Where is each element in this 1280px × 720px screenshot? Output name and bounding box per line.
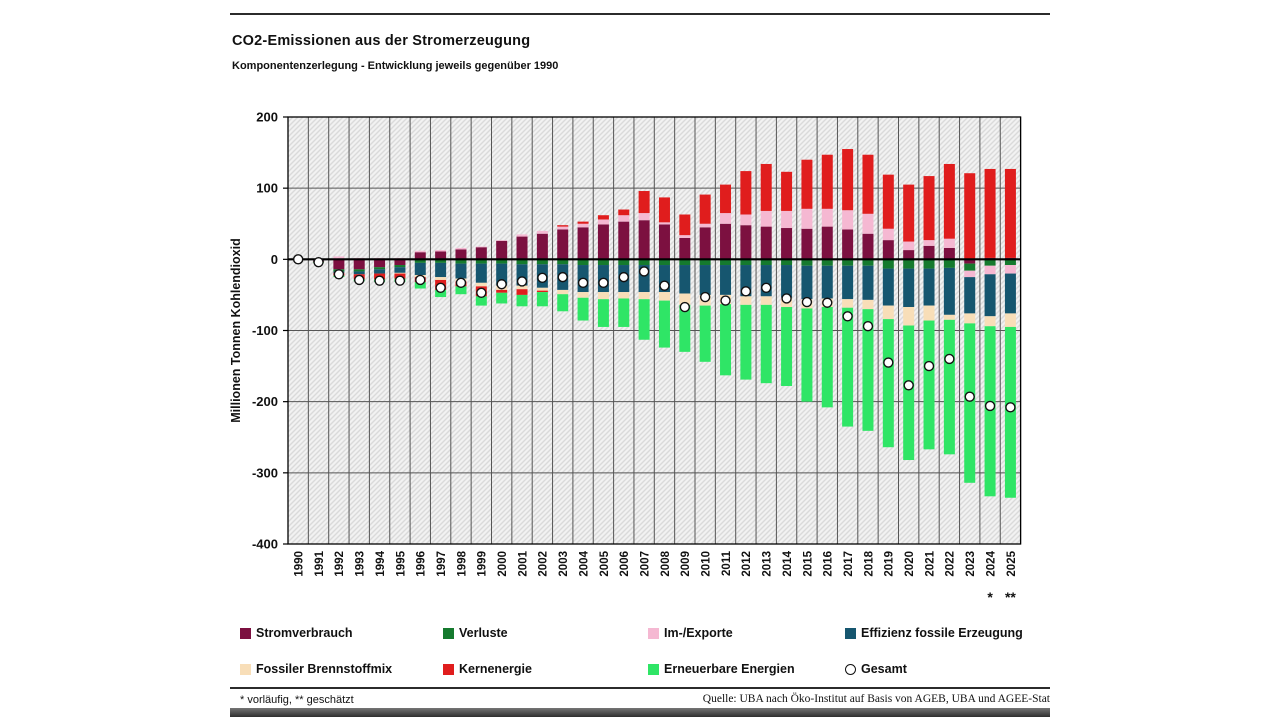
bar-segment	[720, 265, 731, 295]
bar-segment	[801, 308, 812, 401]
bar-segment	[761, 164, 772, 211]
gesamt-marker	[456, 278, 465, 287]
bar-segment	[578, 224, 589, 228]
bar-segment	[557, 290, 568, 294]
x-tick-label: 2018	[863, 551, 876, 577]
bar-segment	[842, 149, 853, 210]
bar-segment	[476, 283, 487, 287]
gesamt-marker	[965, 392, 974, 401]
bar-segment	[618, 215, 629, 221]
bar-segment	[435, 252, 446, 260]
gesamt-marker	[395, 276, 404, 285]
bar-segment	[862, 155, 873, 214]
x-tick-label: 2004	[578, 551, 591, 577]
bar-segment	[862, 214, 873, 234]
bar-segment	[761, 296, 772, 305]
gesamt-marker	[1006, 403, 1015, 412]
bar-segment	[537, 292, 548, 306]
bar-segment	[354, 271, 365, 274]
bar-segment	[822, 209, 833, 227]
gesamt-marker	[904, 381, 913, 390]
x-tick-label: 1999	[476, 551, 489, 577]
bar-segment	[740, 296, 751, 305]
bar-segment	[374, 269, 385, 273]
bar-segment	[985, 316, 996, 326]
x-tick-label: 2022	[944, 551, 957, 577]
gesamt-marker	[294, 255, 303, 264]
bar-segment	[883, 259, 894, 268]
gesamt-marker	[802, 298, 811, 307]
x-tick-label: 2014	[781, 551, 794, 577]
x-tick-label: 1994	[374, 551, 387, 577]
bar-segment	[801, 229, 812, 260]
y-tick-label: -300	[251, 465, 278, 481]
x-tick-label: 2025	[1005, 551, 1018, 577]
gesamt-marker	[863, 322, 872, 331]
bar-segment	[801, 209, 812, 229]
gesamt-marker	[334, 270, 343, 279]
bar-segment	[720, 224, 731, 260]
bar-segment	[700, 265, 711, 295]
bar-segment	[924, 321, 935, 450]
x-tick-label: 2002	[537, 551, 550, 577]
bar-segment	[659, 222, 670, 224]
x-tick-label: 2010	[700, 551, 713, 577]
bar-segment	[659, 301, 670, 348]
bar-segment	[740, 225, 751, 259]
bar-segment	[700, 224, 711, 228]
bar-segment	[455, 249, 466, 259]
bar-segment	[435, 250, 446, 251]
bar-segment	[944, 315, 955, 320]
bar-segment	[679, 238, 690, 259]
gesamt-marker	[741, 287, 750, 296]
bar-segment	[781, 307, 792, 386]
bar-segment	[435, 277, 446, 280]
bar-segment	[679, 265, 690, 293]
bar-segment	[944, 259, 955, 268]
bar-segment	[842, 210, 853, 229]
gesamt-marker	[497, 280, 506, 289]
bar-segment	[476, 247, 487, 259]
gesamt-marker	[680, 303, 689, 312]
y-tick-label: 100	[256, 180, 278, 196]
bar-segment	[415, 251, 426, 252]
x-tick-label: 2017	[842, 551, 855, 577]
x-tick-label: 1997	[435, 551, 448, 577]
y-axis-title: Millionen Tonnen Kohlendioxid	[229, 238, 243, 423]
bar-segment	[517, 295, 528, 306]
x-tick-label: 1991	[313, 551, 326, 577]
bar-segment	[659, 292, 670, 301]
gesamt-marker	[538, 273, 547, 282]
bar-segment	[822, 307, 833, 407]
bar-segment	[903, 185, 914, 242]
legend-label: Kernenergie	[459, 662, 532, 676]
gesamt-marker	[945, 354, 954, 363]
bar-segment	[517, 289, 528, 295]
bar-segment	[639, 220, 650, 259]
legend-label: Im-/Exporte	[664, 626, 733, 640]
bar-segment	[578, 222, 589, 224]
x-tick-label: 2007	[639, 551, 652, 577]
x-tick-label: 2019	[883, 551, 896, 577]
bar-segment	[394, 267, 405, 273]
gesamt-marker	[762, 283, 771, 292]
bar-segment	[537, 231, 548, 234]
y-tick-label: -100	[251, 323, 278, 338]
gesamt-marker	[701, 293, 710, 302]
bar-segment	[944, 239, 955, 248]
bar-segment	[496, 293, 507, 304]
bar-segment	[557, 227, 568, 230]
x-tick-label: 2012	[741, 551, 754, 577]
bar-segment	[842, 299, 853, 308]
bar-segment	[476, 247, 487, 248]
bar-segment	[598, 215, 609, 219]
gesamt-marker	[477, 288, 486, 297]
bar-segment	[822, 155, 833, 209]
x-tick-label: 1998	[456, 551, 469, 577]
source-attribution: Quelle: UBA nach Öko-Institut auf Basis von AGEB, UBA und AGEE-Stat	[702, 693, 1050, 705]
bar-segment	[964, 173, 975, 259]
gesamt-marker	[843, 312, 852, 321]
x-tick-label: 2024	[985, 551, 998, 577]
bar-segment	[964, 323, 975, 482]
bar-segment	[496, 241, 507, 260]
x-tick-label: 2001	[517, 551, 530, 577]
bar-segment	[1005, 313, 1016, 327]
bar-segment	[781, 228, 792, 259]
legend-label: Gesamt	[861, 662, 907, 676]
bar-segment	[476, 264, 487, 283]
bar-segment	[842, 229, 853, 259]
bar-segment	[598, 299, 609, 327]
legend-label: Effizienz fossile Erzeugung	[861, 626, 1023, 640]
bar-segment	[761, 227, 772, 260]
bar-segment	[985, 326, 996, 496]
bar-segment	[557, 229, 568, 259]
bar-segment	[598, 219, 609, 224]
bar-segment	[354, 269, 365, 271]
bar-segment	[618, 222, 629, 260]
bar-segment	[578, 292, 589, 298]
bar-segment	[1005, 169, 1016, 258]
x-tick-label: 1995	[395, 551, 408, 577]
bar-segment	[761, 211, 772, 227]
gesamt-marker	[599, 278, 608, 287]
bar-segment	[883, 175, 894, 229]
bar-segment	[435, 263, 446, 277]
bar-segment	[842, 308, 853, 427]
gesamt-marker	[579, 278, 588, 287]
bar-segment	[781, 211, 792, 228]
bar-segment	[964, 313, 975, 323]
gesamt-marker	[782, 294, 791, 303]
bar-segment	[944, 248, 955, 259]
bar-segment	[903, 250, 914, 259]
bar-segment	[964, 277, 975, 313]
y-tick-label: 0	[270, 251, 278, 267]
x-tick-label: 2016	[822, 551, 835, 577]
bar-segment	[639, 299, 650, 340]
legend-label: Stromverbrauch	[256, 626, 353, 640]
bar-segment	[883, 229, 894, 240]
bar-segment	[924, 176, 935, 240]
x-tick-label: 2021	[924, 551, 937, 577]
y-tick-label: 200	[256, 109, 278, 125]
x-tick-label: 2005	[598, 551, 611, 577]
x-tick-label: 1990	[293, 551, 306, 577]
bar-segment	[517, 237, 528, 260]
x-tick-label: 2006	[619, 551, 632, 577]
bar-segment	[679, 235, 690, 238]
bar-segment	[822, 266, 833, 299]
gesamt-marker	[925, 362, 934, 371]
bar-segment	[883, 240, 894, 259]
bar-segment	[700, 306, 711, 362]
bar-segment	[598, 292, 609, 299]
gesamt-marker	[314, 258, 323, 267]
bar-segment	[862, 234, 873, 260]
bar-segment	[537, 234, 548, 260]
gesamt-marker	[416, 275, 425, 284]
bar-segment	[496, 290, 507, 293]
bar-segment	[720, 304, 731, 375]
x-tick-label: 2020	[904, 551, 917, 577]
bar-segment	[659, 224, 670, 259]
bar-segment	[578, 227, 589, 259]
bar-segment	[578, 298, 589, 321]
bar-segment	[964, 271, 975, 277]
bar-segment	[883, 306, 894, 320]
gesamt-marker	[640, 267, 649, 276]
x-tick-label: 1992	[334, 551, 347, 577]
footnote-provisional: * vorläufig, ** geschätzt	[240, 694, 354, 706]
bar-segment	[618, 298, 629, 326]
bar-segment	[883, 269, 894, 306]
x-tick-label: 2023	[965, 551, 978, 577]
bar-segment	[740, 214, 751, 225]
chart-subtitle: Komponentenzerlegung - Entwicklung jeweils gegenüber 1990	[232, 60, 559, 72]
x-tick-label: 2011	[720, 551, 733, 576]
bar-segment	[903, 307, 914, 326]
y-tick-label: -200	[251, 394, 278, 410]
bar-segment	[801, 160, 812, 209]
bar-segment	[924, 269, 935, 306]
bar-segment	[964, 264, 975, 271]
y-tick-label: -400	[251, 536, 278, 552]
x-tick-label: 1993	[354, 551, 367, 577]
bar-segment	[944, 268, 955, 315]
bar-segment	[639, 191, 650, 213]
gesamt-marker	[660, 281, 669, 290]
bar-segment	[415, 263, 426, 275]
legend-label: Fossiler Brennstoffmix	[256, 662, 393, 676]
bar-segment	[985, 169, 996, 258]
bar-segment	[801, 266, 812, 299]
x-tick-label: 2013	[761, 551, 774, 577]
bar-segment	[374, 267, 385, 269]
gesamt-marker	[375, 276, 384, 285]
gesamt-marker	[721, 296, 730, 305]
bar-segment	[455, 248, 466, 249]
bar-segment	[740, 171, 751, 214]
bar-segment	[455, 264, 466, 279]
bar-segment	[720, 185, 731, 213]
x-tick-label: 2009	[680, 551, 693, 577]
bar-segment	[903, 259, 914, 268]
gesamt-marker	[436, 283, 445, 292]
gesamt-marker	[558, 273, 567, 282]
bar-segment	[924, 240, 935, 246]
bar-segment	[557, 225, 568, 226]
bar-segment	[517, 234, 528, 236]
gesamt-marker	[619, 273, 628, 282]
bar-segment	[924, 306, 935, 321]
bar-segment	[394, 265, 405, 267]
bar-segment	[537, 288, 548, 291]
bar-segment	[496, 240, 507, 241]
bar-segment	[903, 242, 914, 251]
bar-segment	[720, 213, 731, 224]
chart-title: CO2-Emissionen aus der Stromerzeugung	[232, 33, 531, 49]
bar-segment	[618, 292, 629, 298]
bar-segment	[944, 320, 955, 455]
gesamt-marker	[823, 298, 832, 307]
x-footnote-mark: *	[987, 589, 993, 605]
x-footnote-mark: **	[1004, 589, 1016, 605]
gesamt-marker	[884, 358, 893, 367]
bar-segment	[842, 266, 853, 299]
bar-segment	[761, 305, 772, 383]
bottom-bar	[230, 708, 1050, 717]
bar-segment	[679, 214, 690, 235]
bar-segment	[822, 227, 833, 260]
bar-segment	[700, 227, 711, 259]
bar-segment	[781, 265, 792, 298]
bar-segment	[924, 259, 935, 268]
x-tick-label: 2000	[497, 551, 510, 577]
bar-segment	[781, 172, 792, 211]
bar-segment	[618, 210, 629, 216]
bar-segment	[862, 300, 873, 309]
bar-segment	[1005, 274, 1016, 314]
bar-segment	[903, 326, 914, 461]
x-tick-label: 2008	[659, 551, 672, 577]
bar-segment	[659, 197, 670, 222]
bar-segment	[639, 213, 650, 220]
x-tick-label: 1996	[415, 551, 428, 577]
bar-segment	[903, 269, 914, 307]
gesamt-marker	[986, 401, 995, 410]
bar-segment	[557, 294, 568, 311]
x-tick-label: 2015	[802, 551, 815, 577]
bar-segment	[1005, 265, 1016, 274]
gesamt-marker	[355, 275, 364, 284]
bar-segment	[700, 195, 711, 224]
bar-segment	[883, 319, 894, 447]
bar-segment	[394, 273, 405, 274]
bar-segment	[985, 274, 996, 316]
bar-segment	[740, 305, 751, 380]
bar-segment	[354, 259, 365, 269]
gesamt-marker	[518, 277, 527, 286]
bar-segment	[944, 164, 955, 239]
footer-rule	[230, 687, 1050, 689]
x-tick-label: 2003	[558, 551, 571, 577]
legend-label: Verluste	[459, 626, 508, 640]
bar-segment	[598, 224, 609, 259]
legend-label: Erneuerbare Energien	[664, 662, 795, 676]
bar-segment	[924, 246, 935, 260]
bar-segment	[374, 259, 385, 267]
bar-segment	[333, 259, 344, 269]
bar-segment	[862, 266, 873, 300]
bar-segment	[537, 291, 548, 292]
bar-segment	[639, 292, 650, 299]
bar-segment	[985, 266, 996, 275]
